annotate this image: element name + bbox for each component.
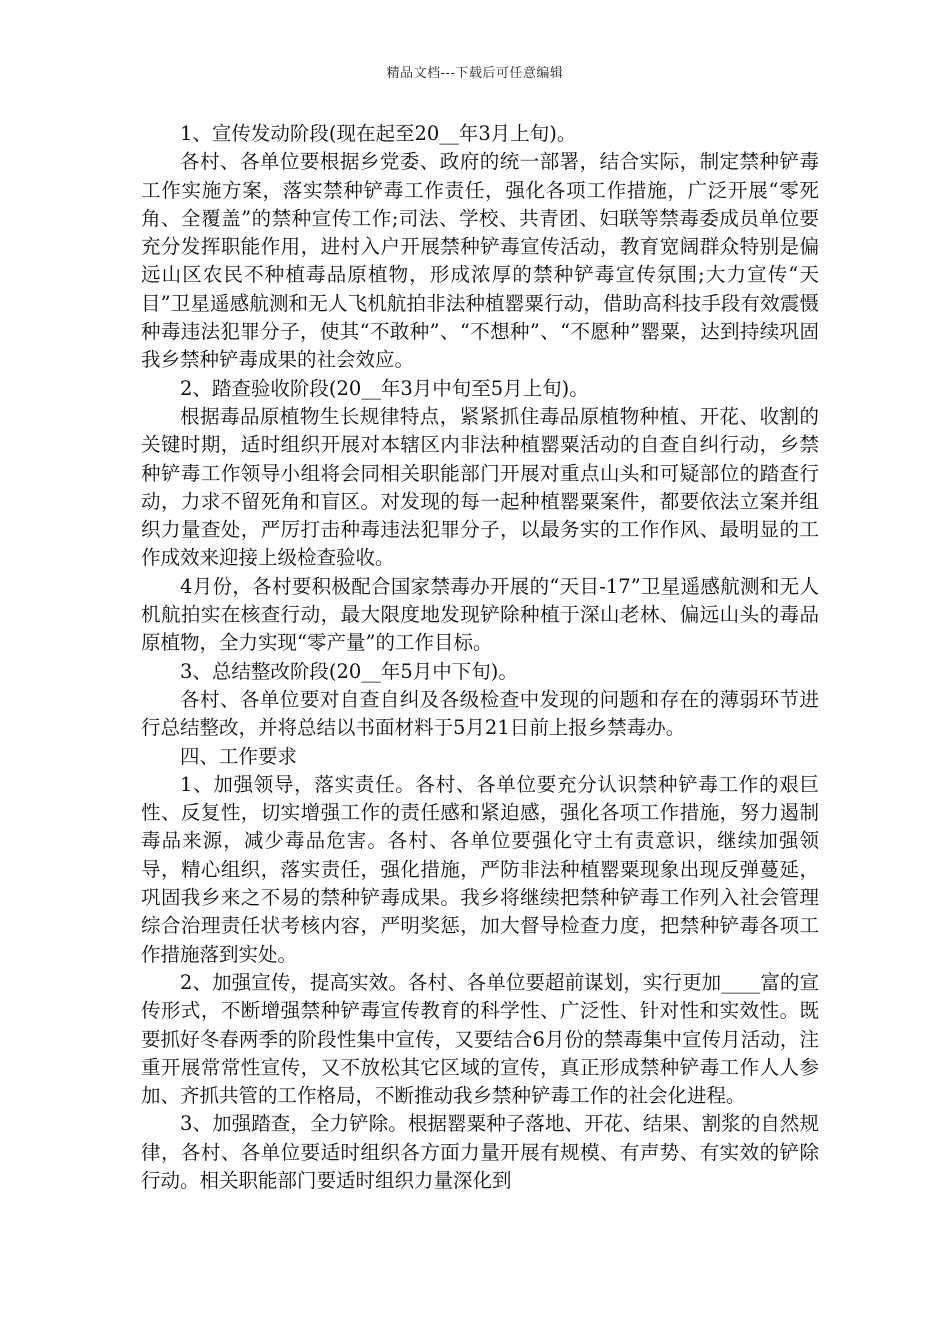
paragraph-stage-2-april: 4月份，各村要积极配合国家禁毒办开展的“天目-17”卫星遥感航测和无人机航拍实在核查行动，最大限度地发现铲除种植于深山老林、偏远山头的毒品原植物，全力实现“零产量”的工作目标。 bbox=[141, 574, 819, 655]
section-heading-work-requirements: 四、工作要求 bbox=[180, 744, 298, 768]
paragraph-stage-2-body: 根据毒品原植物生长规律特点，紧紧抓住毒品原植物种植、开花、收割的关键时期，适时组织开展对本辖区内非法种植罂粟活动的自查自纠行动，乡禁种铲毒工作领导小组将会同相关职能部门开展对重点山头和可疑部位的踏查行动，力求不留死角和盲区。对发现的每一起种植罂粟案件，都要依法立案并组织力量查处，严厉打击种毒违法犯罪分子，以最务实的工作作风、最明显的工作成效来迎接上级检查验收。 bbox=[141, 404, 819, 570]
paragraph-requirement-3: 3、加强踏查，全力铲除。根据罂粟种子落地、开花、结果、割浆的自然规律，各村、各单位要适时组织各方面力量开展有规模、有声势、有实效的铲除行动。相关职能部门要适时组织力量深化到 bbox=[141, 1112, 819, 1192]
document-body bbox=[141, 120, 819, 1195]
paragraph-stage-2-heading: 2、踏查验收阶段(20__年3月中旬至5月上旬)。 bbox=[180, 376, 589, 400]
paragraph-stage-3-heading: 3、总结整改阶段(20__年5月中下旬)。 bbox=[180, 659, 518, 683]
paragraph-requirement-1: 1、加强领导，落实责任。各村、各单位要充分认识禁种铲毒工作的艰巨性、反复性，切实增强工作的责任感和紧迫感，强化各项工作措施，努力遏制毒品来源，减少毒品危害。各村、各单位要强化守土有责意识，继续加强领导，精心组织，落实责任，强化措施，严防非法种植罂粟现象出现反弹蔓延，巩固我乡来之不易的禁种铲毒成果。我乡将继续把禁种铲毒工作列入社会管理综合治理责任状考核内容，严明奖惩，加大督导检查力度，把禁种铲毒各项工作措施落到实处。 bbox=[141, 772, 819, 966]
page-header: 精品文档---下载后可任意编辑 bbox=[386, 66, 564, 81]
paragraph-stage-1-body: 各村、各单位要根据乡党委、政府的统一部署，结合实际，制定禁种铲毒工作实施方案，落实禁种铲毒工作责任，强化各项工作措施，广泛开展“零死角、全覆盖”的禁种宣传工作;司法、学校、共青团、妇联等禁毒委成员单位要充分发挥职能作用，进村入户开展禁种铲毒宣传活动，教育宽阔群众特别是偏远山区农民不种植毒品原植物，形成浓厚的禁种铲毒宣传氛围;大力宣传“天目”卫星遥感航测和无人飞机航拍非法种植罂粟行动，借助高科技手段有效震慑种毒违法犯罪分子，使其“不敢种”、“不想种”、“不愿种”罂粟，达到持续巩固我乡禁种铲毒成果的社会效应。 bbox=[141, 150, 819, 372]
paragraph-requirement-2: 2、加强宣传，提高实效。各村、各单位要超前谋划，实行更加____富的宣传形式，不断增强禁种铲毒宣传教育的科学性、广泛性、针对性和实效性。既要抓好冬春两季的阶段性集中宣传，又要结合6月份的禁毒集中宣传月活动，注重开展常常性宣传，又不放松其它区域的宣传，真正形成禁种铲毒工作人人参加、齐抓共管的工作格局，不断推动我乡禁种铲毒工作的社会化进程。 bbox=[141, 970, 819, 1108]
paragraph-stage-1-heading: 1、宣传发动阶段(现在起至20__年3月上旬)。 bbox=[180, 122, 577, 145]
paragraph-stage-3-body: 各村、各单位要对自查自纠及各级检查中发现的问题和存在的薄弱环节进行总结整改，并将总结以书面材料于5月21日前上报乡禁毒办。 bbox=[141, 687, 819, 740]
